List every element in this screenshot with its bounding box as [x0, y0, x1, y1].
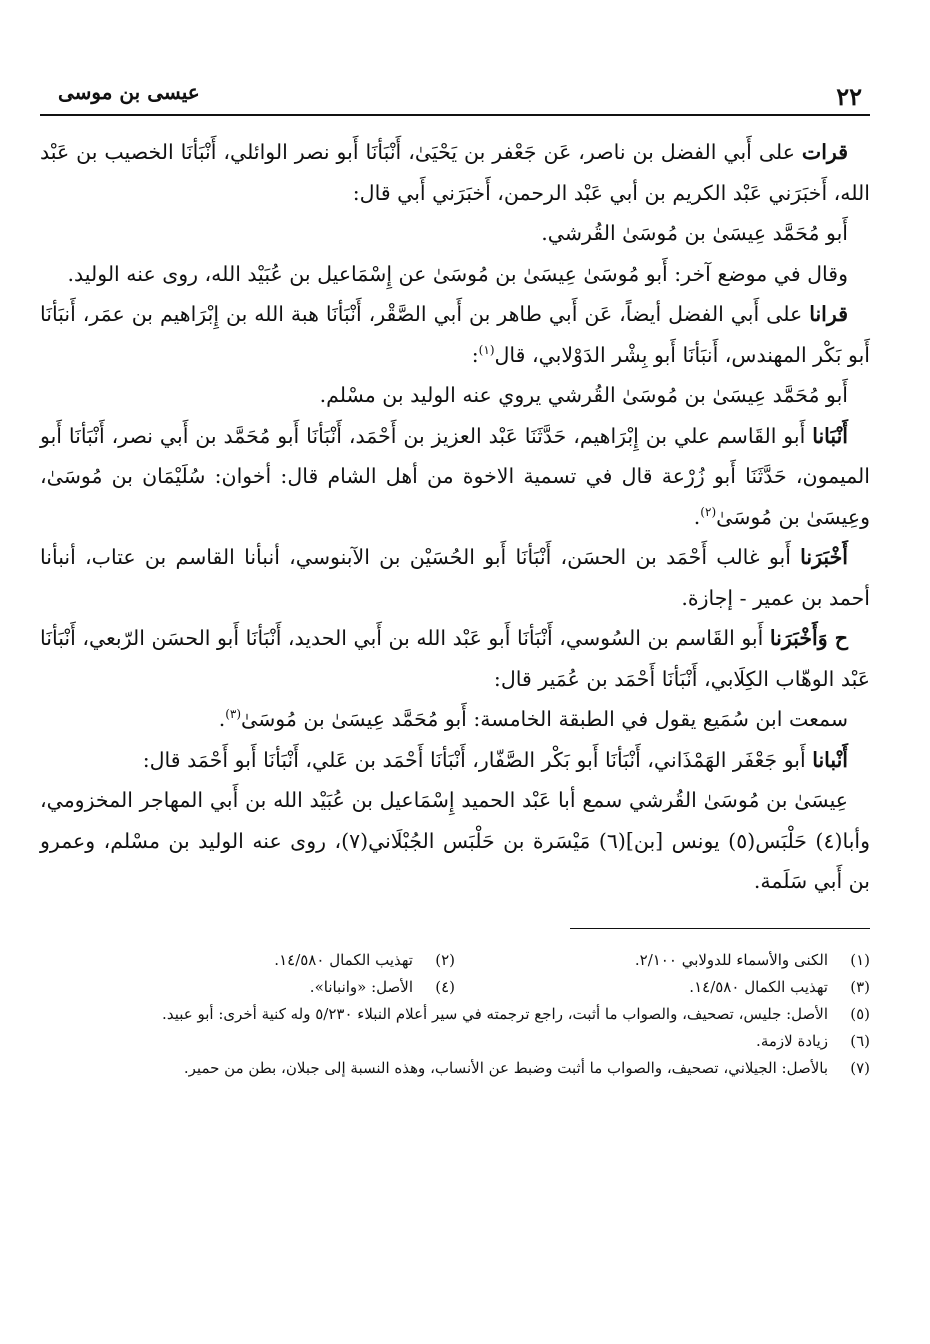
footnote-number: (٥) — [850, 1004, 870, 1023]
footnote-text: زيادة لازمة. — [756, 1031, 828, 1050]
footnote-text: بالأصل: الجيلاني، تصحيف، والصواب ما أثبت وضبط عن الأنساب، وهذه النسبة إلى جبلان، بطن من حمير. — [183, 1058, 828, 1077]
chain-lead: أَنْبَانا — [812, 423, 848, 448]
footnote-6 — [40, 1028, 870, 1055]
running-title: عيسى بن موسى — [58, 80, 200, 104]
paragraph-text: أَبو غالب أَحْمَد بن الحسَن، أَنْبَأنَا أَبو الحُسَيْن بن الآبنوسي، أنبأنا القاسم بن عتاب، أنبأنا أحمد بن عمير - إجازة. — [40, 545, 870, 610]
footnote-separator — [570, 928, 870, 929]
book-page — [40, 70, 870, 1310]
paragraph-text: أَبو القَاسم بن السُوسي، أَنْبَأنَا أَبو عَبْد الله بن أَبي الحديد، أَنْبَأنَا أَبو الحسَن الرّبعي، أَنْبَأنَا عَبْد الوهّاب الكِلَابي، أَنْبَأنَا أَحْمَد بن عُمَير قال: — [40, 626, 870, 691]
paragraph-text: على أَبي الفضل أيضاً، عَن أَبي طاهر بن أَبي الصَّقْر، أَنْبَأنَا هبة الله بن إِبْرَاهيم بن عمَر، أَنبَأنَا أَبو بَكْر المهندس، أَنبَأنَا أَبو بِشْر الدَوْلابي، قال — [40, 302, 870, 367]
footnote-marker[interactable]: (٢) — [700, 504, 717, 519]
paragraph-text: أَبو القَاسم علي بن إِبْرَاهيم، حَدَّثَنَا عَبْد العزيز بن أَحْمَد، أَنْبَأنَا أَبو مُحَمَّد بن أَبي نصر، أَنْبَأنَا أَبو الميمون، حَدَّثَنَا أَبو زُرْعة قال في تسمية الاخوة من أهل الشام قال: أخوان: سُلَيْمَان بن مُوسَىٰ، وعِيسَىٰ بن مُوسَىٰ — [40, 423, 870, 529]
footnote-text: الأصل: «وانبانا». — [309, 977, 413, 996]
footnote-text: الكنى والأسماء للدولابي ٢/١٠٠. — [634, 950, 828, 969]
paragraph-tail: . — [218, 707, 226, 731]
chain-lead: أَخْبَرَنا — [800, 545, 848, 569]
footnote-number: (٤) — [435, 977, 455, 996]
footnote-row — [40, 947, 870, 974]
chain-lead: أَنْبانا — [812, 747, 848, 772]
paragraph-1 — [40, 132, 870, 213]
chain-lead: قرانا — [809, 302, 848, 326]
footnote-number: (٢) — [435, 950, 455, 969]
paragraph-text: على أَبي الفضل بن ناصر، عَن جَعْفر بن يَحْيَىٰ، أَنْبَأنَا أَبو نصر الوائلي، أَنْبَأنَا الخصيب بن عَبْد الله، أَخبَرَني عَبْد الكريم بن أبي عَبْد الرحمن، أَخبَرَني أَبي قال: — [40, 140, 870, 205]
paragraph-text: سمعت ابن سُمَيع يقول في الطبقة الخامسة: أَبو مُحَمَّد عِيسَىٰ بن مُوسَىٰ — [241, 707, 848, 731]
main-text — [40, 132, 870, 902]
paragraph-4 — [40, 294, 870, 375]
paragraph-5 — [40, 375, 870, 416]
paragraph-9 — [40, 699, 870, 740]
footnote-1 — [455, 947, 870, 974]
chain-lead: ح وَأَخْبَرَنا — [769, 626, 848, 650]
footnote-text: تهذيب الكمال ١٤/٥٨٠. — [274, 950, 413, 969]
footnote-3 — [455, 974, 870, 1001]
footnote-7 — [40, 1055, 870, 1082]
paragraph-8 — [40, 618, 870, 699]
footnote-text: الأصل: جليس، تصحيف، والصواب ما أثبت، راجع ترجمته في سير أعلام النبلاء ٥/٢٣٠ وله كنية أخرى: أبو عبيد. — [162, 1004, 828, 1023]
footnote-number: (٧) — [850, 1058, 870, 1077]
paragraph-tail: : — [471, 342, 479, 367]
paragraph-text: أَبو مُحَمَّد عِيسَىٰ بن مُوسَىٰ القُرشي يروي عنه الوليد بن مسْلم. — [319, 383, 848, 407]
paragraph-10 — [40, 740, 870, 781]
paragraph-text: عِيسَىٰ بن مُوسَىٰ القُرشي سمع أبا عَبْد الحميد إِسْمَاعيل بن عُبَيْد الله بن أَبي المهاجر المخزومي، وأبا(٤) حَلْبَس(٥) يونس [بن](٦) مَيْسَرة بن حَلْبَس الجُبْلَاني(٧)، روى عنه الوليد بن مسْلم، وعمرو بن أَبي سَلَمة. — [40, 788, 870, 893]
footnote-row — [40, 974, 870, 1001]
chain-lead: قرات — [801, 140, 848, 164]
footnote-number: (١) — [850, 950, 870, 969]
paragraph-6 — [40, 416, 870, 538]
footnote-2 — [40, 947, 455, 974]
footnote-5 — [40, 1001, 870, 1028]
footnote-4 — [40, 974, 455, 1001]
paragraph-11 — [40, 780, 870, 902]
paragraph-text: وقال في موضع آخر: أَبو مُوسَىٰ عِيسَىٰ بن مُوسَىٰ عن إِسْمَاعيل بن عُبَيْد الله، روى عنه الوليد. — [67, 261, 848, 286]
paragraph-7 — [40, 537, 870, 618]
footnote-number: (٦) — [850, 1031, 870, 1050]
paragraph-tail: . — [693, 504, 701, 529]
paragraph-2 — [40, 213, 870, 254]
page-number: ٢٢ — [836, 82, 862, 111]
footnote-text: تهذيب الكمال ١٤/٥٨٠. — [689, 977, 828, 996]
footnotes — [40, 947, 870, 1082]
footnote-marker[interactable]: (١) — [478, 342, 495, 357]
paragraph-3 — [40, 254, 870, 295]
paragraph-text: أَبو جَعْفَر الهَمْذَاني، أَنْبَأنَا أَبو بَكْر الصَّفّار، أَنْبَأنَا أَحْمَد بن عَلي، أَنْبَأنَا أَبو أَحْمَد قال: — [142, 747, 813, 772]
footnote-number: (٣) — [850, 977, 870, 996]
footnote-marker[interactable]: (٣) — [225, 707, 242, 722]
running-header — [40, 70, 870, 116]
paragraph-text: أَبو مُحَمَّد عِيسَىٰ بن مُوسَىٰ القُرشي. — [541, 221, 848, 245]
